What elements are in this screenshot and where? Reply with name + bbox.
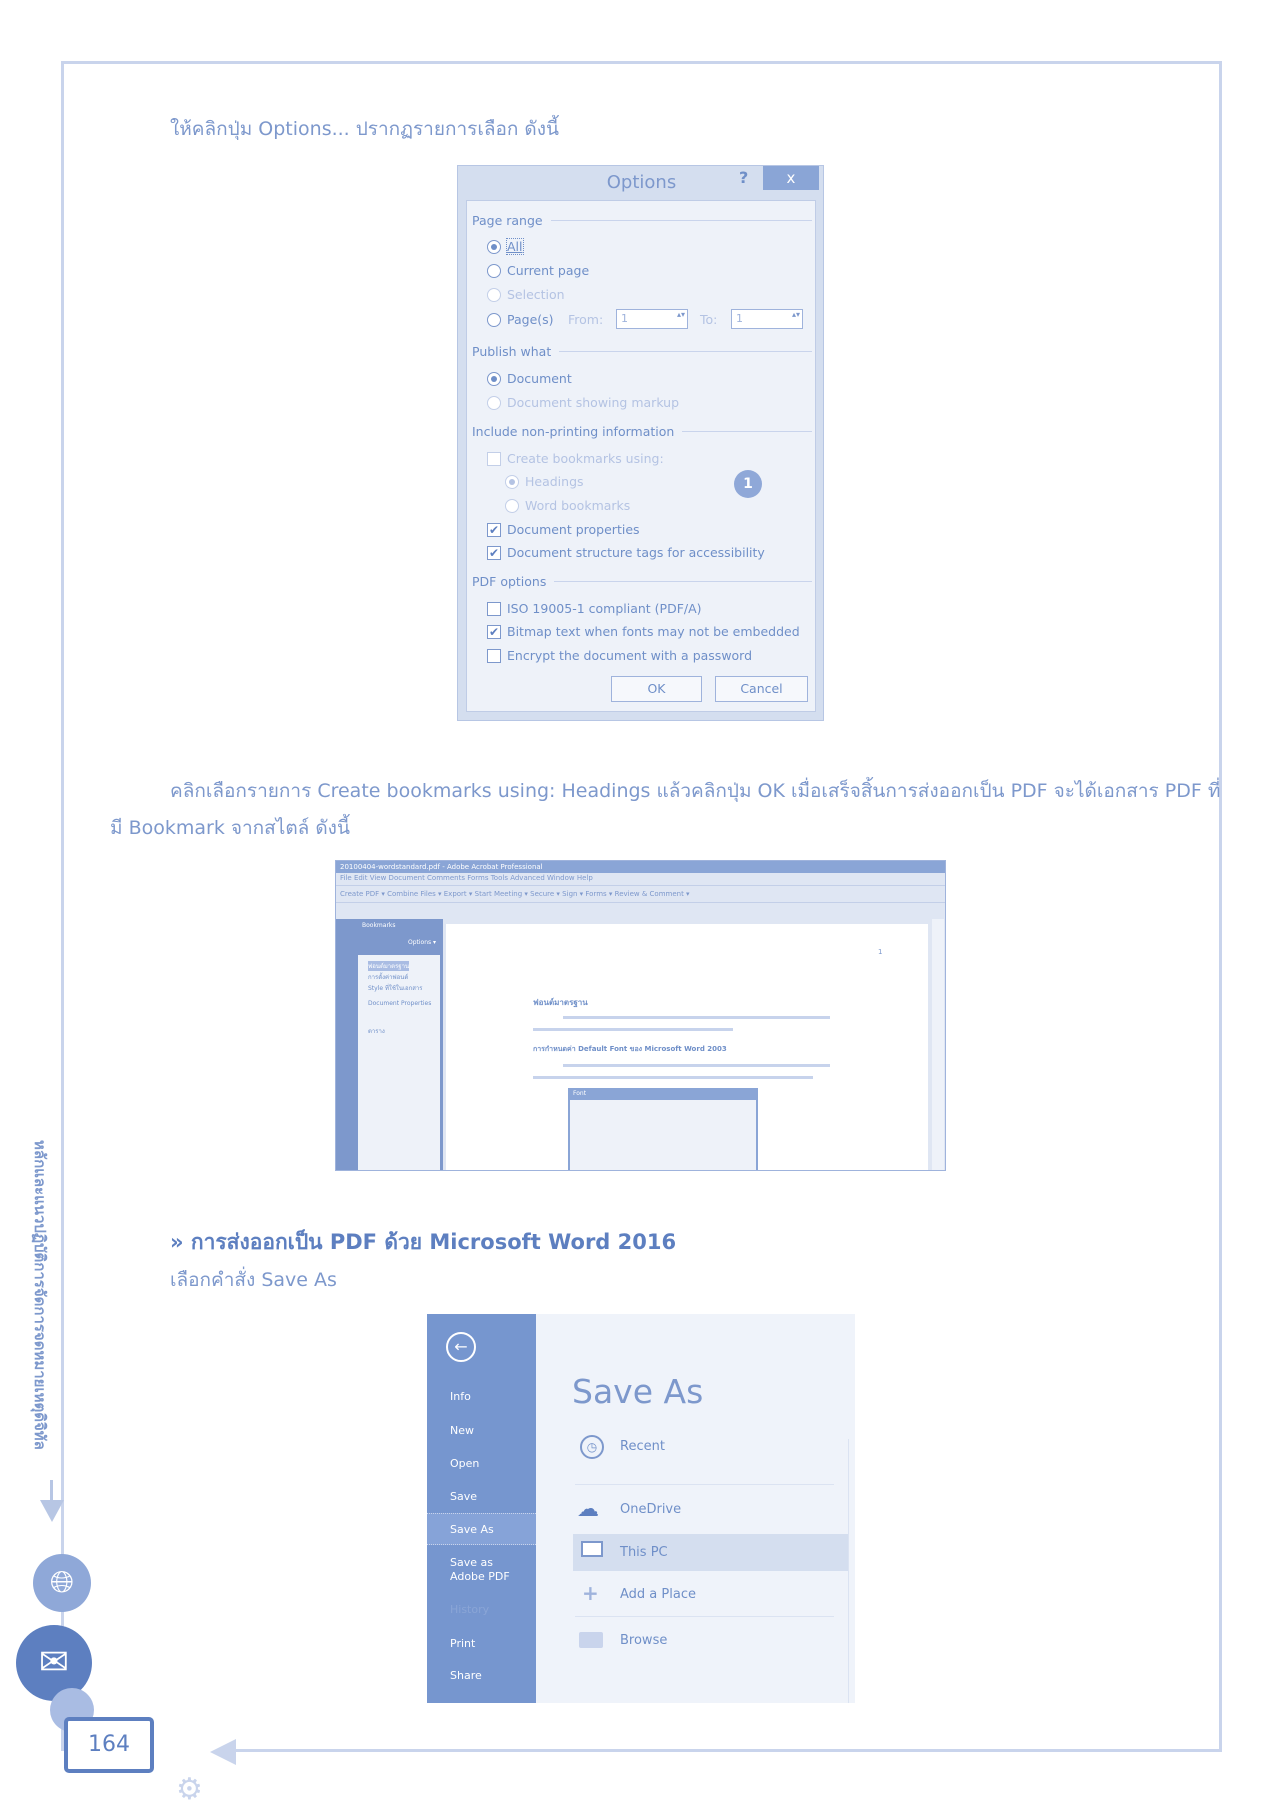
dialog-title: Options	[606, 172, 677, 193]
side-title	[28, 1140, 52, 1450]
acrobat-menu: File Edit View Document Comments Forms Tools Advanced Window Help	[340, 874, 593, 882]
pdf-page	[446, 924, 928, 1171]
label: Page range	[472, 213, 543, 228]
step-badge: 1	[734, 470, 762, 498]
bookmark-item[interactable]: การตั้งค่าฟอนต์	[368, 974, 409, 981]
label: Include non-printing information	[472, 424, 675, 439]
checkbox-create-bookmarks[interactable]	[487, 451, 664, 466]
backstage-nav	[427, 1314, 536, 1703]
place-browse[interactable]: Browse	[620, 1633, 668, 1648]
nav-history: History	[450, 1603, 490, 1616]
nav-save[interactable]: Save	[450, 1490, 478, 1503]
bottom-arrow-head-icon	[210, 1739, 236, 1765]
scrollbar[interactable]	[932, 919, 944, 1171]
label: Page(s)	[507, 312, 554, 327]
acrobat-title: 20100404-wordstandard.pdf - Adobe Acrobat Professional	[336, 861, 945, 873]
label: Current page	[507, 263, 590, 278]
computer-icon	[581, 1541, 603, 1557]
back-arrow-icon[interactable]: ←	[446, 1332, 476, 1362]
radio-icon	[487, 313, 501, 327]
acrobat-toolbar-2	[336, 902, 945, 918]
label: Word bookmarks	[525, 498, 631, 513]
nav-new[interactable]: New	[450, 1424, 474, 1437]
checkbox-bitmap[interactable]	[487, 624, 800, 639]
section-heading: » การส่งออกเป็น PDF ด้วย Microsoft Word 2016	[170, 1230, 677, 1254]
section-page-range	[472, 213, 812, 228]
acrobat-toolbar: Create PDF ▾ Combine Files ▾ Export ▾ Start Meeting ▾ Secure ▾ Sign ▾ Forms ▾ Review & Comment ▾	[336, 885, 945, 901]
bookmark-item[interactable]: Style ที่ใช้ในเอกสาร	[368, 985, 423, 992]
label: All	[507, 239, 523, 254]
label: Document showing markup	[507, 395, 680, 410]
ok-button[interactable]: OK	[611, 676, 702, 702]
page-number-text: 164	[88, 1732, 130, 1757]
label: Publish what	[472, 344, 552, 359]
nav-save-adobe-pdf[interactable]: Save as Adobe PDF	[450, 1556, 510, 1583]
place-this-pc[interactable]: This PC	[620, 1545, 668, 1560]
text-line	[563, 1064, 830, 1067]
nav-save-as[interactable]: Save As	[450, 1523, 494, 1536]
radio-icon	[487, 240, 501, 254]
pdf-subheading: การกำหนดค่า Default Font ของ Microsoft Word 2003	[533, 1045, 727, 1053]
section-include	[472, 424, 812, 439]
checkmark-icon: ✔	[488, 545, 500, 560]
radio-icon	[487, 396, 501, 410]
page-number	[64, 1717, 154, 1773]
acrobat-window	[335, 860, 946, 1171]
options-dialog	[457, 165, 824, 721]
radio-icon	[487, 288, 501, 302]
checkbox-icon	[487, 452, 501, 466]
section-subheading: เลือกคำสั่ง Save As	[170, 1269, 337, 1291]
side-title-text: หลักและแนวปฏิบัติการจัดการจดหมายเหตุดิจิทัล	[31, 1140, 49, 1450]
globe-icon: 🌐︎	[33, 1554, 91, 1612]
label: Selection	[507, 287, 565, 302]
pdf-heading: ฟอนต์มาตรฐาน	[533, 998, 588, 1007]
font-dialog-image	[568, 1088, 758, 1171]
label: PDF options	[472, 574, 547, 589]
radio-icon	[487, 264, 501, 278]
radio-selection[interactable]	[487, 287, 565, 302]
separator	[575, 1484, 834, 1485]
acrobat-nav-strip	[336, 919, 358, 1171]
cancel-button[interactable]: Cancel	[715, 676, 808, 702]
text-line	[533, 1028, 733, 1031]
radio-document[interactable]	[487, 371, 572, 386]
bookmark-item[interactable]: ฟอนต์มาตรฐาน	[368, 963, 410, 970]
bookmarks-options[interactable]: Options ▾	[408, 939, 437, 946]
from-input[interactable]: 1 ▴▾	[616, 309, 688, 329]
checkbox-structure-tags[interactable]	[487, 545, 765, 560]
clock-icon: ◷	[580, 1435, 604, 1459]
gear-icon: ⚙	[176, 1772, 203, 1807]
divider	[848, 1439, 849, 1703]
cloud-icon: ☁	[577, 1497, 599, 1522]
bookmark-item[interactable]: ตาราง	[368, 1028, 385, 1035]
label: Headings	[525, 474, 584, 489]
down-arrow-head-icon	[40, 1500, 64, 1522]
nav-share[interactable]: Share	[450, 1669, 482, 1682]
folder-icon	[579, 1632, 603, 1648]
nav-open[interactable]: Open	[450, 1457, 480, 1470]
radio-headings[interactable]	[505, 474, 584, 489]
radio-current-page[interactable]	[487, 263, 589, 278]
label: Bitmap text when fonts may not be embedded	[507, 624, 800, 639]
nav-info[interactable]: Info	[450, 1390, 471, 1403]
to-input[interactable]: 1 ▴▾	[731, 309, 803, 329]
radio-icon	[505, 499, 519, 513]
bottom-rule	[234, 1749, 1222, 1752]
plus-icon: +	[582, 1581, 599, 1605]
radio-icon	[505, 475, 519, 489]
saveas-title: Save As	[572, 1372, 704, 1411]
close-button[interactable]: x	[763, 166, 819, 190]
bookmarks-panel	[358, 919, 443, 1171]
instruction-1: ให้คลิกปุ่ม Options... ปรากฏรายการเลือก ดังนี้	[170, 118, 560, 140]
section-publish-what	[472, 344, 812, 359]
help-button[interactable]: ?	[739, 168, 749, 187]
text-line	[533, 1076, 813, 1079]
nav-print[interactable]: Print	[450, 1637, 476, 1650]
place-add-a-place[interactable]: Add a Place	[620, 1587, 696, 1602]
label: Document structure tags for accessibility	[507, 545, 765, 560]
saveas-screen	[427, 1314, 855, 1703]
pdf-page-number: 1	[878, 948, 883, 956]
instruction-2-line-1: คลิกเลือกรายการ Create bookmarks using: Headings แล้วคลิกปุ่ม OK เมื่อเสร็จสิ้นการส่งออกเป็น PDF จะได้เอกสาร PDF ที่	[170, 780, 1221, 802]
section-pdf-options	[472, 574, 812, 589]
place-recent[interactable]: Recent	[620, 1439, 665, 1454]
label: ISO 19005-1 compliant (PDF/A)	[507, 601, 702, 616]
radio-word-bookmarks[interactable]	[505, 498, 630, 513]
radio-icon	[487, 372, 501, 386]
checkbox-document-properties[interactable]	[487, 522, 640, 537]
from-label: From:	[568, 312, 604, 327]
label: Document properties	[507, 522, 640, 537]
bookmarks-label: Bookmarks	[362, 922, 396, 929]
font-dialog-title: Font	[570, 1090, 756, 1100]
radio-all[interactable]	[487, 239, 523, 254]
instruction-2-line-2: มี Bookmark จากสไตล์ ดังนี้	[110, 817, 350, 839]
this-pc-highlight	[573, 1534, 848, 1571]
label: Create bookmarks using:	[507, 451, 664, 466]
label: Document	[507, 371, 572, 386]
text-line	[563, 1016, 830, 1019]
place-onedrive[interactable]: OneDrive	[620, 1502, 682, 1517]
separator	[575, 1616, 834, 1617]
checkbox-icon	[487, 649, 501, 663]
checkbox-icon	[487, 602, 501, 616]
radio-pages[interactable]	[487, 312, 554, 327]
checkmark-icon: ✔	[488, 624, 500, 639]
checkbox-encrypt[interactable]	[487, 648, 752, 663]
checkmark-icon: ✔	[488, 522, 500, 537]
radio-document-markup[interactable]	[487, 395, 679, 410]
bookmark-item[interactable]: Document Properties	[368, 1000, 432, 1007]
envelope-icon: ✉	[16, 1625, 92, 1701]
to-label: To:	[700, 312, 718, 327]
checkbox-iso[interactable]	[487, 601, 702, 616]
label: Encrypt the document with a password	[507, 648, 753, 663]
